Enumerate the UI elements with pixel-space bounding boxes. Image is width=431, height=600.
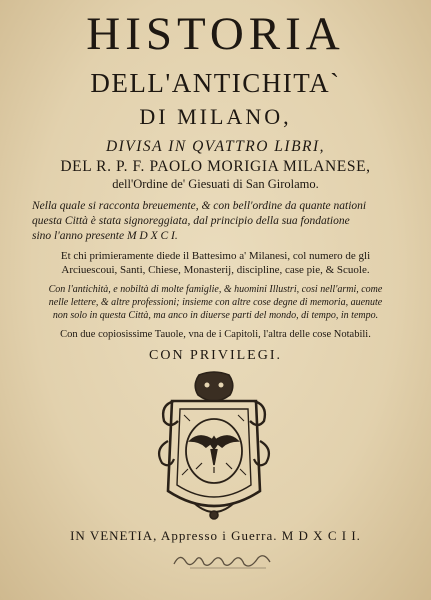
handwritten-signature	[170, 548, 280, 572]
privilege-line: CON PRIVILEGI.	[149, 348, 282, 363]
order-line: dell'Ordine de' Giesuati di San Girolamo.	[112, 177, 319, 191]
title-line-2: DELL'ANTICHITA`	[90, 68, 341, 98]
imprint-line: IN VENETIA, Appresso i Guerra. M D X C I I.	[70, 528, 361, 543]
description-line-1: Nella quale si racconta breuemente, & con bell'ordine da quante nationi	[32, 200, 367, 212]
baptism-line-1: Et chi primieramente diede il Battesimo a' Milanesi, col numero de gli	[60, 250, 371, 262]
tables-note: Con due copiosissime Tauole, vna de i Capitoli, l'altra delle cose Notabili.	[60, 329, 371, 340]
antiquity-line-2: nelle lettere, & altre professioni; insieme con altre cose degne di memoria, auenute	[48, 297, 383, 308]
description-line-3: sino l'anno presente M D X C I.	[32, 230, 178, 242]
printers-device-emblem	[154, 371, 274, 523]
baptism-line-2: Arciuescoui, Santi, Chiese, Monasterij, discipline, case pie, & Scuole.	[61, 264, 370, 276]
description-line-2: questa Città è stata signoreggiata, dal principio della sua fondatione	[32, 215, 350, 227]
title-main: HISTORIA	[86, 8, 345, 60]
author-line: DEL R. P. F. PAOLO MORIGIA MILANESE,	[60, 158, 371, 175]
title-line-3: DI MILANO,	[139, 104, 292, 129]
antiquity-line-1: Con l'antichità, e nobiltà di molte famiglie, & huomini Illustri, cosi nell'armi, come	[48, 284, 383, 295]
antiquity-line-3: non solo in questa Città, ma anco in diuerse parti del mondo, di tempo, in tempo.	[52, 310, 379, 321]
subtitle: DIVISA IN QVATTRO LIBRI,	[105, 138, 326, 155]
